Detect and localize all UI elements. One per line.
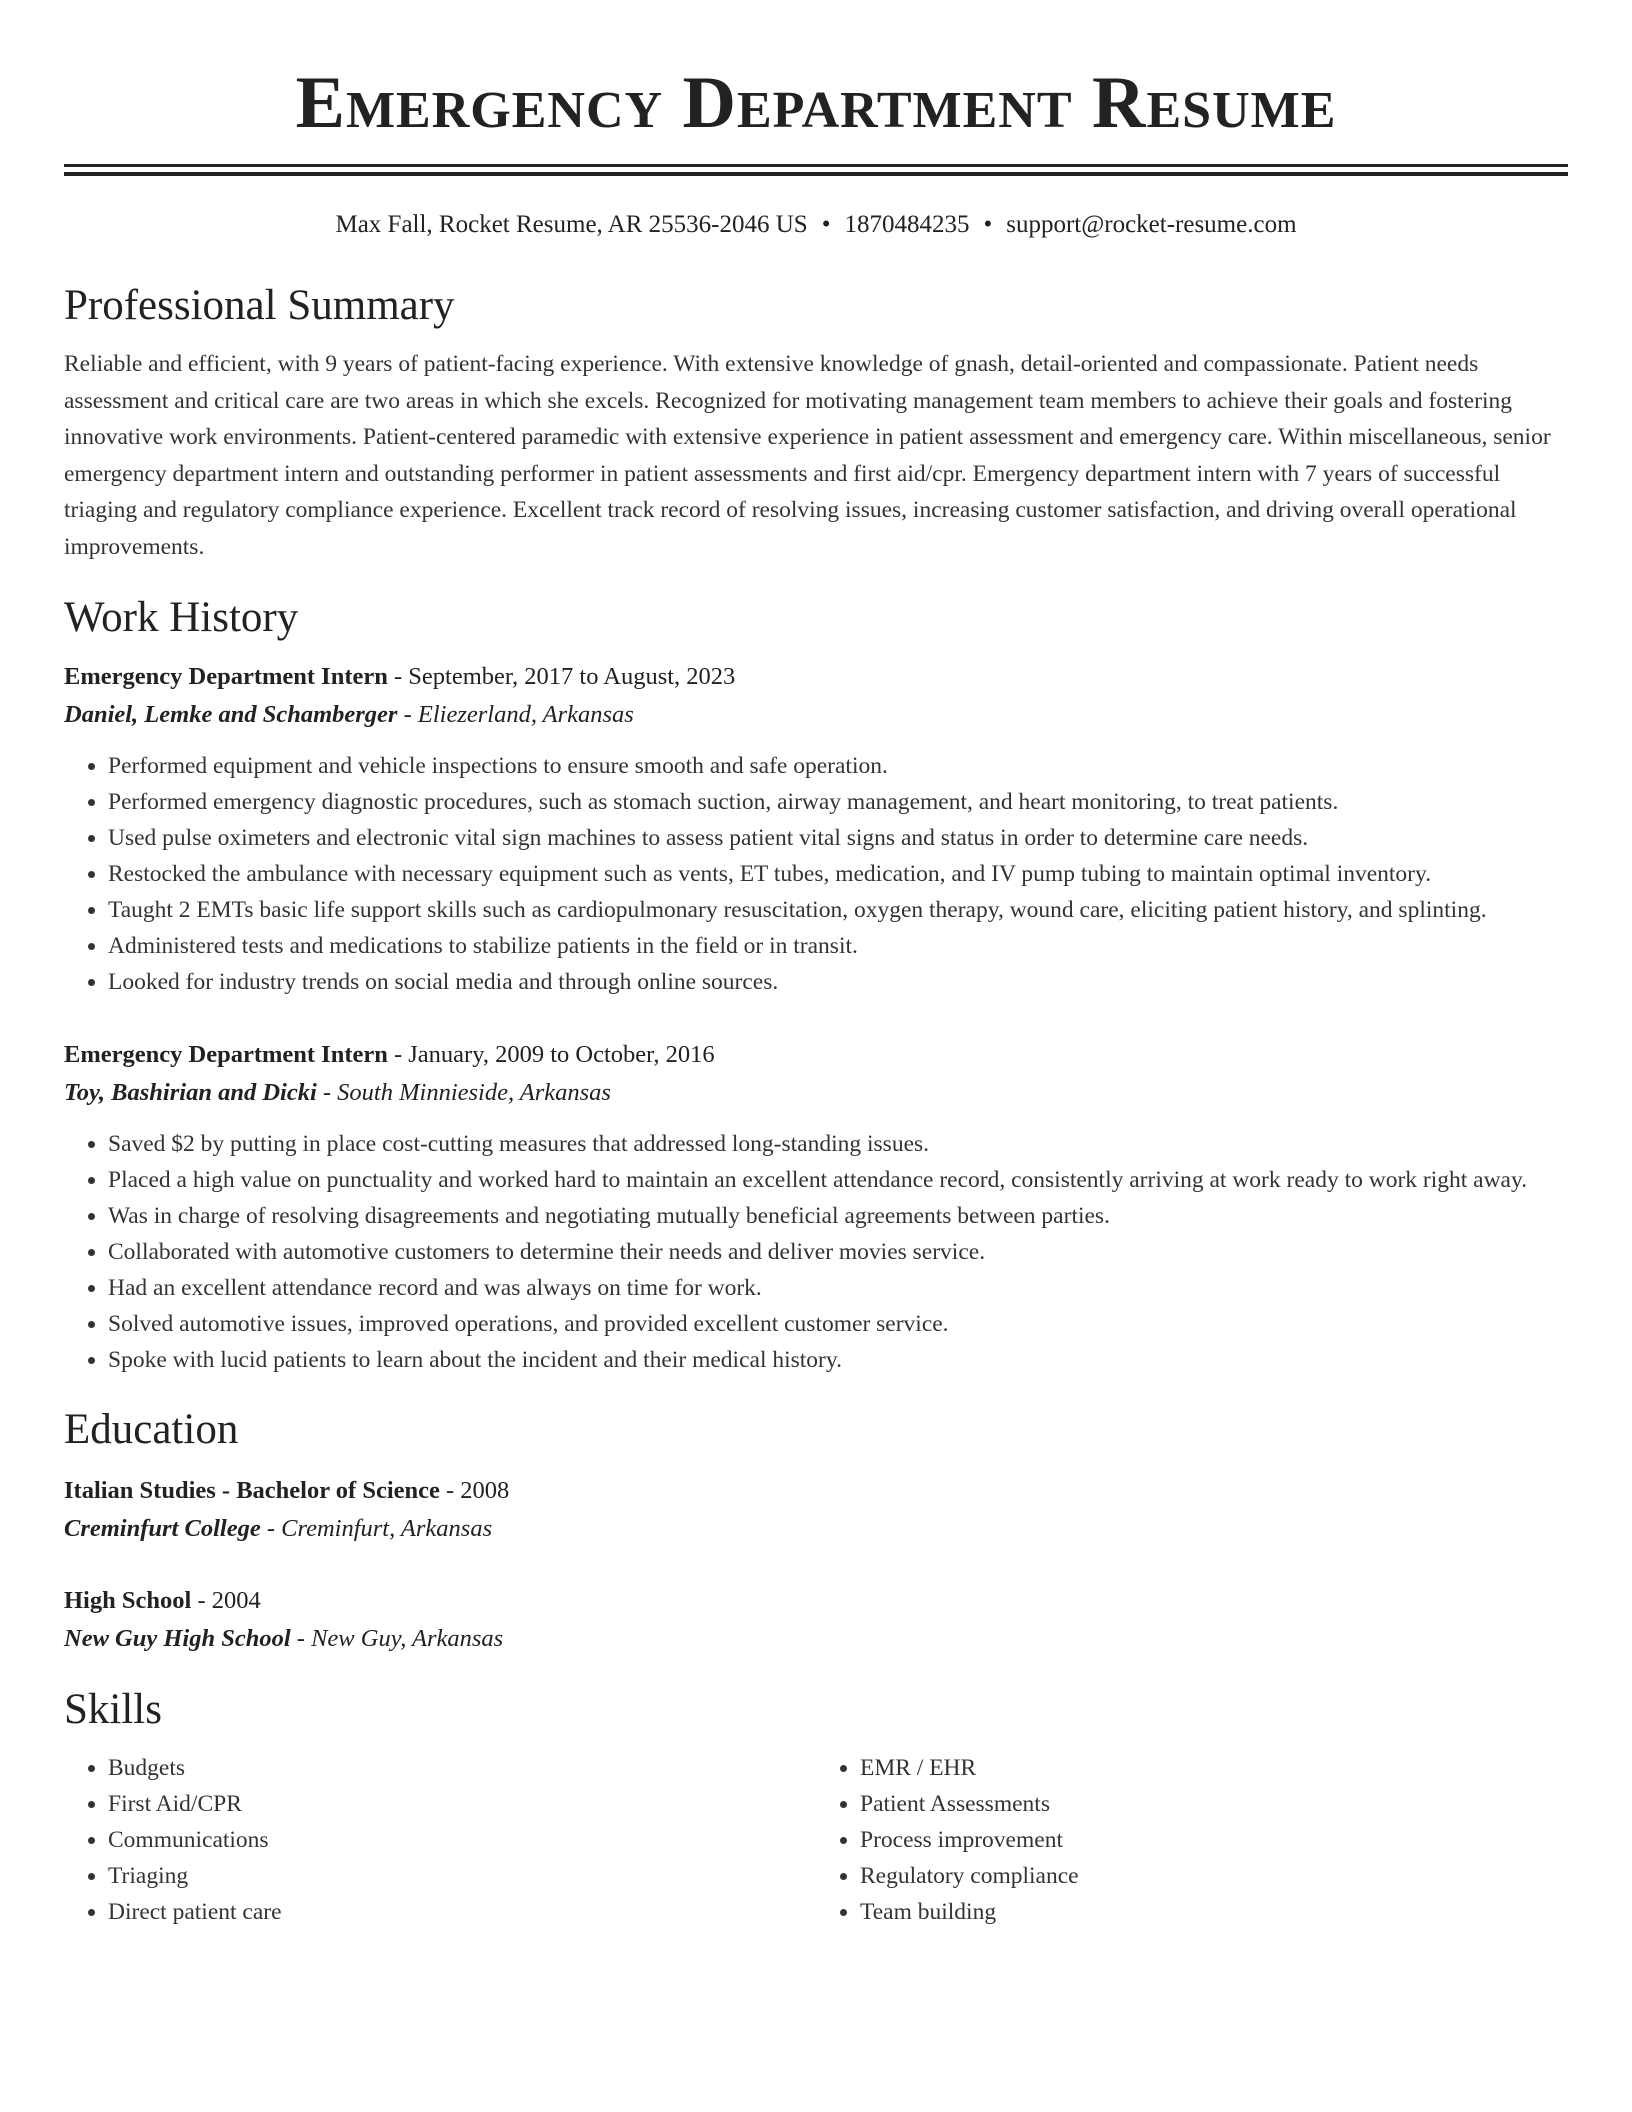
job-entry <box>64 1036 1568 1378</box>
education-year: - 2008 <box>439 1477 510 1504</box>
job-bullet: • Placed a high value on punctuality and worked hard to maintain an excellent attendance record, consistently arriving at work ready to work right away. <box>108 1162 1568 1198</box>
job-location: - South Minnieside, Arkansas <box>316 1079 611 1106</box>
education-location: - New Guy, Arkansas <box>290 1625 504 1652</box>
education-entry <box>64 1582 1568 1658</box>
job-company-line <box>64 696 1568 734</box>
job-title: Emergency Department Intern <box>64 1041 388 1068</box>
job-bullet: • Performed emergency diagnostic procedures, such as stomach suction, airway management, and heart monitoring, to treat patients. <box>108 784 1568 820</box>
job-bullets <box>64 1126 1568 1378</box>
job-bullet: • Had an excellent attendance record and was always on time for work. <box>108 1270 1568 1306</box>
summary-heading: Professional Summary <box>64 282 455 329</box>
skills-grid <box>64 1750 1568 1930</box>
contact-phone: 1870484235 <box>844 211 970 238</box>
education-school: Creminfurt College <box>64 1515 261 1542</box>
job-dates: - January, 2009 to October, 2016 <box>387 1041 715 1068</box>
job-bullet: • Spoke with lucid patients to learn about the incident and their medical history. <box>108 1342 1568 1378</box>
job-bullet: • Taught 2 EMTs basic life support skills such as cardiopulmonary resuscitation, oxygen therapy, wound care, eliciting patient history, and splinting. <box>108 892 1568 928</box>
skill-item: • Team building <box>860 1894 1568 1930</box>
skill-item: • Patient Assessments <box>860 1786 1568 1822</box>
skill-item: • Regulatory compliance <box>860 1858 1568 1894</box>
skill-item: • First Aid/CPR <box>108 1786 816 1822</box>
job-bullet: • Was in charge of resolving disagreements and negotiating mutually beneficial agreements between parties. <box>108 1198 1568 1234</box>
education-entry <box>64 1472 1568 1548</box>
summary-text: Reliable and efficient, with 9 years of patient-facing experience. With extensive knowledge of gnash, detail-oriented and compassionate. Patient needs assessment and critical care are two areas in which she excels. Recognized for motivating management team members to achieve their goals and fostering innovative work environments. Patient-centered paramedic with extensive experience in patient assessment and emergency care. Within miscellaneous, senior emergency department intern and outstanding performer in patient assessments and first aid/cpr. Emergency department intern with 7 years of successful triaging and regulatory compliance experience. Excellent track record of resolving issues, increasing customer satisfaction, and driving overall operational improvements. <box>64 351 1551 560</box>
job-company: Toy, Bashirian and Dicki <box>64 1079 317 1106</box>
job-title: Emergency Department Intern <box>64 663 388 690</box>
job-bullet: • Looked for industry trends on social media and through online sources. <box>108 964 1568 1000</box>
education-location: - Creminfurt, Arkansas <box>260 1515 493 1542</box>
job-bullet: • Solved automotive issues, improved operations, and provided excellent customer service. <box>108 1306 1568 1342</box>
resume-title: Emergency Department Resume <box>295 62 1337 144</box>
education-degree: High School <box>64 1587 192 1614</box>
skill-item: • Direct patient care <box>108 1894 816 1930</box>
skill-item: • Communications <box>108 1822 816 1858</box>
job-title-line <box>64 1036 1568 1074</box>
contact-line <box>64 208 1568 242</box>
job-entry <box>64 658 1568 1000</box>
skills-heading: Skills <box>64 1686 162 1733</box>
contact-email: support@rocket-resume.com <box>1006 211 1297 238</box>
education-degree-line <box>64 1472 1568 1510</box>
job-bullet: • Saved $2 by putting in place cost-cutting measures that addressed long-standing issues. <box>108 1126 1568 1162</box>
skill-item: • Budgets <box>108 1750 816 1786</box>
education-school-line <box>64 1620 1568 1658</box>
skills-column-right <box>816 1750 1568 1930</box>
education-school: New Guy High School <box>64 1625 291 1652</box>
education-year: - 2004 <box>191 1587 261 1614</box>
work-history-heading: Work History <box>64 594 299 641</box>
education-degree-line <box>64 1582 1568 1620</box>
skill-item: • Process improvement <box>860 1822 1568 1858</box>
job-dates: - September, 2017 to August, 2023 <box>387 663 736 690</box>
job-company: Daniel, Lemke and Schamberger <box>64 701 398 728</box>
job-bullet: • Restocked the ambulance with necessary equipment such as vents, ET tubes, medication, and IV pump tubing to maintain optimal inventory. <box>108 856 1568 892</box>
contact-address: Max Fall, Rocket Resume, AR 25536-2046 US <box>335 211 808 238</box>
job-bullet: • Collaborated with automotive customers to determine their needs and deliver movies service. <box>108 1234 1568 1270</box>
contact-separator: • <box>983 211 993 238</box>
title-double-rule <box>64 164 1568 176</box>
education-school-line <box>64 1510 1568 1548</box>
skill-item: • EMR / EHR <box>860 1750 1568 1786</box>
skills-column-left <box>64 1750 816 1930</box>
job-bullet: • Administered tests and medications to stabilize patients in the field or in transit. <box>108 928 1568 964</box>
education-heading: Education <box>64 1406 239 1453</box>
job-company-line <box>64 1074 1568 1112</box>
job-location: - Eliezerland, Arkansas <box>397 701 634 728</box>
job-bullet: • Performed equipment and vehicle inspections to ensure smooth and safe operation. <box>108 748 1568 784</box>
job-bullets <box>64 748 1568 1000</box>
contact-separator: • <box>821 211 831 238</box>
job-title-line <box>64 658 1568 696</box>
job-bullet: • Used pulse oximeters and electronic vital sign machines to assess patient vital signs and status in order to determine care needs. <box>108 820 1568 856</box>
skill-item: • Triaging <box>108 1858 816 1894</box>
education-degree: Italian Studies - Bachelor of Science <box>64 1477 440 1504</box>
